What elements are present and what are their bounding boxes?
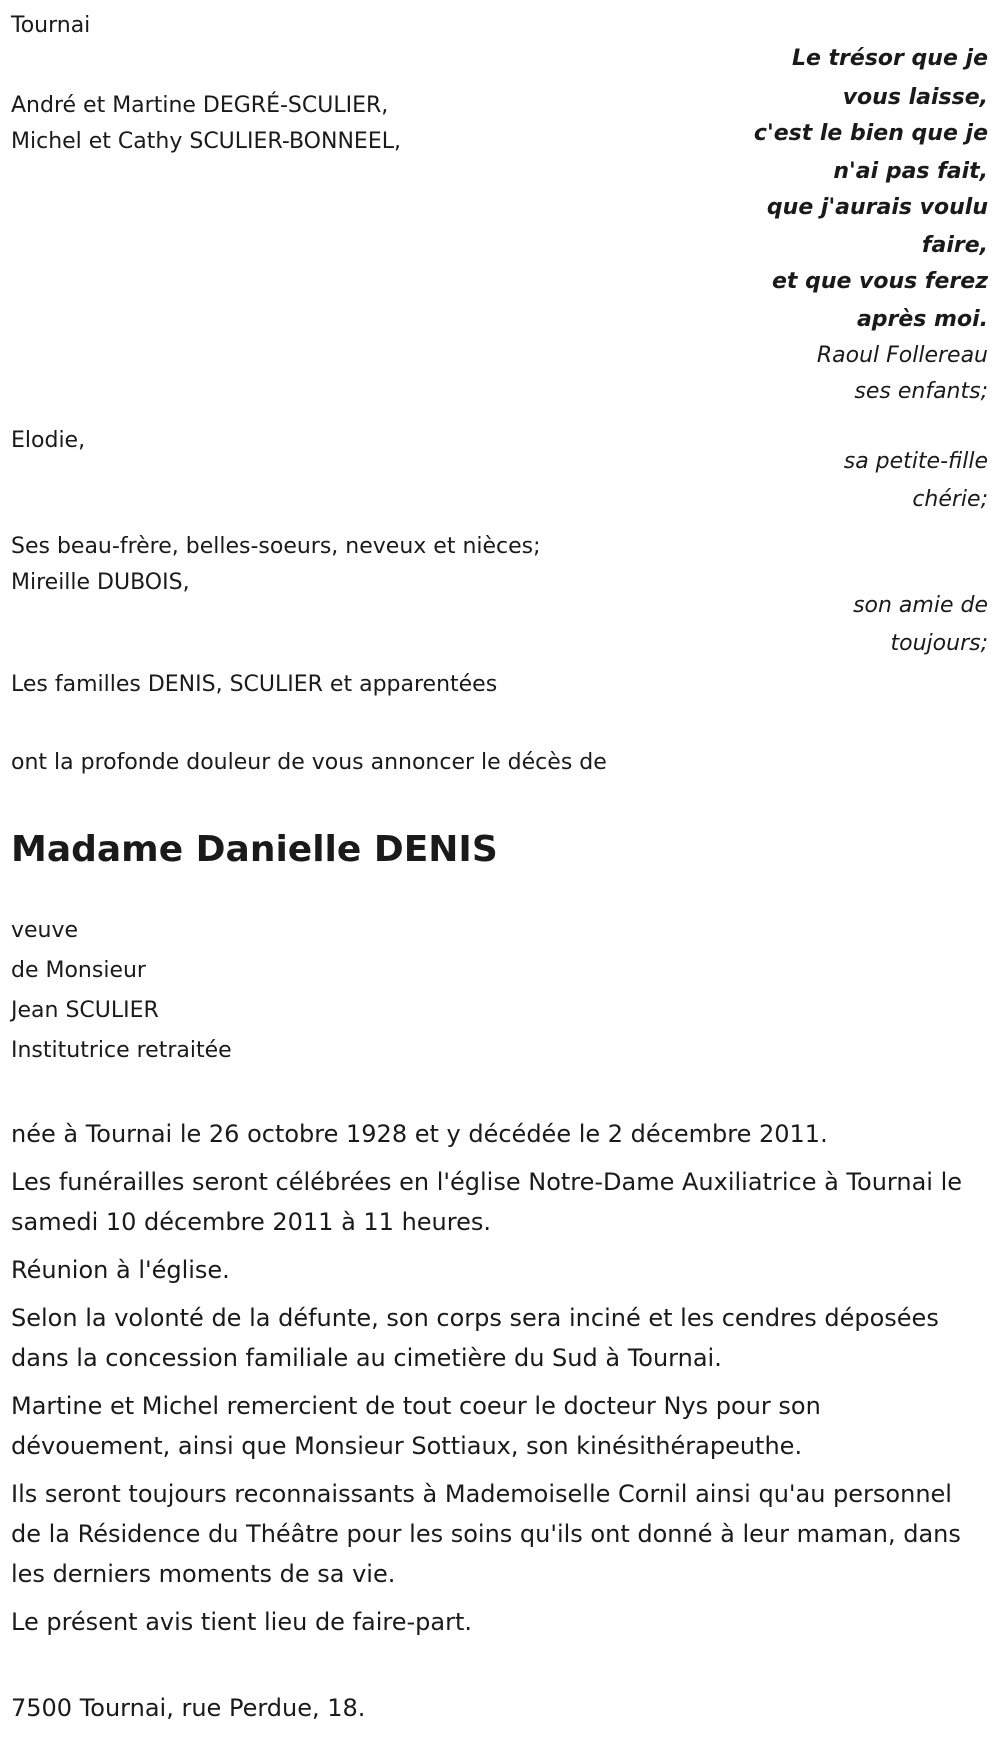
quote-line: après moi. [856,307,988,332]
family-line-1: André et Martine DEGRÉ-SCULIER, [11,93,389,118]
relation-enfants: ses enfants; [854,379,988,404]
deceased-line-4: Institutrice retraitée [11,1038,232,1063]
quote-line: et que vous ferez [771,269,988,294]
announce-line: ont la profonde douleur de vous annoncer le décès de [11,750,607,775]
quote-line: c'est le bien que je [753,121,988,146]
paragraph-notice: Le présent avis tient lieu de faire-part. [11,1608,473,1636]
deceased-line-3: Jean SCULIER [11,998,159,1023]
deceased-line-1: veuve [11,918,79,943]
paragraph-cremation: Selon la volonté de la défunte, son corps sera inciné et les cendres déposées dans la concession familiale au cimetière du Sud à Tournai. [11,1304,939,1372]
relation-amie-2: toujours; [890,631,988,656]
quote-line: Le trésor que je [791,46,988,71]
quote-line: que j'aurais voulu [766,195,988,220]
paragraph-birth: née à Tournai le 26 octobre 1928 et y décédée le 2 décembre 2011. [11,1120,828,1148]
mireille-line: Mireille DUBOIS, [11,570,190,595]
quote-line: n'ai pas fait, [833,159,988,184]
beaux-line: Ses beau-frère, belles-soeurs, neveux et nièces; [11,534,541,559]
paragraph-funeral: Les funérailles seront célébrées en l'église Notre-Dame Auxiliatrice à Tournai le samedi 10 décembre 2011 à 11 heures. [11,1168,962,1236]
city-heading: Tournai [11,13,91,38]
deceased-name: Madame Danielle DENIS [11,829,498,870]
elodie-line: Elodie, [11,428,86,453]
quote-line: vous laisse, [842,85,988,110]
paragraph-gratitude: Ils seront toujours reconnaissants à Mademoiselle Cornil ainsi qu'au personnel de la Résidence du Théâtre pour les soins qu'ils ont donné à leur maman, dans les derniers moments de sa vie. [11,1480,961,1588]
relation-petite-fille-1: sa petite-fille [843,449,988,474]
familles-line: Les familles DENIS, SCULIER et apparentées [11,672,498,697]
relation-amie-1: son amie de [853,593,988,618]
family-line-2: Michel et Cathy SCULIER-BONNEEL, [11,129,401,154]
paragraph-thanks: Martine et Michel remercient de tout coeur le docteur Nys pour son dévouement, ainsi que Monsieur Sottiaux, son kinésithérapeuthe. [11,1392,821,1460]
address-line: 7500 Tournai, rue Perdue, 18. [11,1694,366,1722]
quote-author: Raoul Follereau [816,343,988,368]
relation-petite-fille-2: chérie; [912,487,988,512]
paragraph-reunion: Réunion à l'église. [11,1256,230,1284]
deceased-line-2: de Monsieur [11,958,146,983]
quote-line: faire, [921,233,988,258]
